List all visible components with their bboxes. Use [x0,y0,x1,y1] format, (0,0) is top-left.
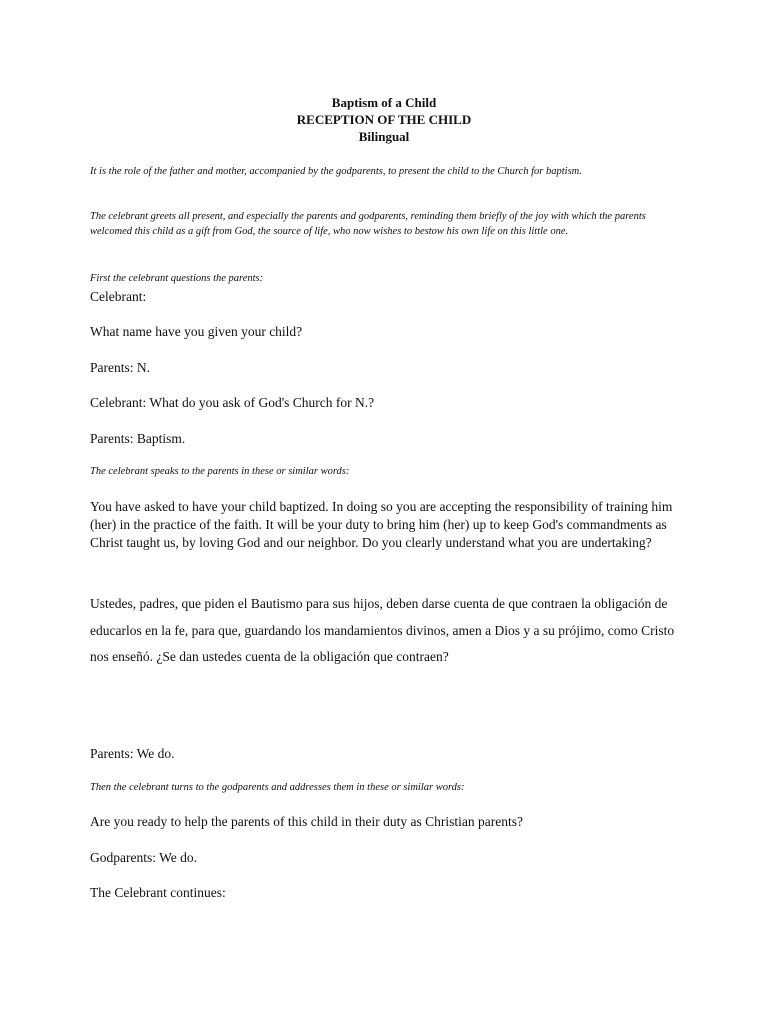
rubric-speaks: The celebrant speaks to the parents in these or similar words: [90,466,350,477]
ask-question: Celebrant: What do you ask of God's Church for N.? [90,395,375,410]
rubric-godparents: Then the celebrant turns to the godparents and addresses them in these or similar words: [90,782,465,793]
name-question: What name have you given your child? [90,324,303,339]
rubric-greeting: The celebrant greets all present, and especially the parents and godparents, reminding them briefly of the joy with which the parents welcomed this child as a gift from God, the source of life, who now wishes to bestow his own life on this little one. [90,211,646,237]
responsibility-spanish: Ustedes, padres, que piden el Bautismo para sus hijos, deben darse cuenta de que contraen la obligación de educarlos en la fe, para que, guardando los mandamientos divinos, amen a Dios y a su prójimo, como Cristo nos enseñó. ¿Se dan ustedes cuenta de la obligación que contraen? [90,596,675,664]
rubric-intro: It is the role of the father and mother, accompanied by the godparents, to present the child to the Church for baptism. [90,166,582,177]
celebrant-label: Celebrant: [90,289,147,304]
celebrant-continues: The Celebrant continues: [90,885,226,900]
document-subtitle: RECEPTION OF THE CHILD [296,112,472,127]
document-title: Baptism of a Child [331,95,437,110]
parents-we-do-response: Parents: We do. [90,746,175,761]
document-label: Bilingual [358,129,410,144]
responsibility-english: You have asked to have your child baptized. In doing so you are accepting the responsibility of training him (her) in the practice of the faith. It will be your duty to bring him (her) up to keep God's commandments as Christ taught us, by loving God and our neighbor. Do you clearly understand what you are undertaking? [90,499,673,550]
godparents-question: Are you ready to help the parents of this child in their duty as Christian parents? [90,814,524,829]
rubric-questions: First the celebrant questions the parents: [90,273,264,284]
parents-name-response: Parents: N. [90,360,150,375]
parents-baptism-response: Parents: Baptism. [90,431,186,446]
godparents-we-do-response: Godparents: We do. [90,850,198,865]
